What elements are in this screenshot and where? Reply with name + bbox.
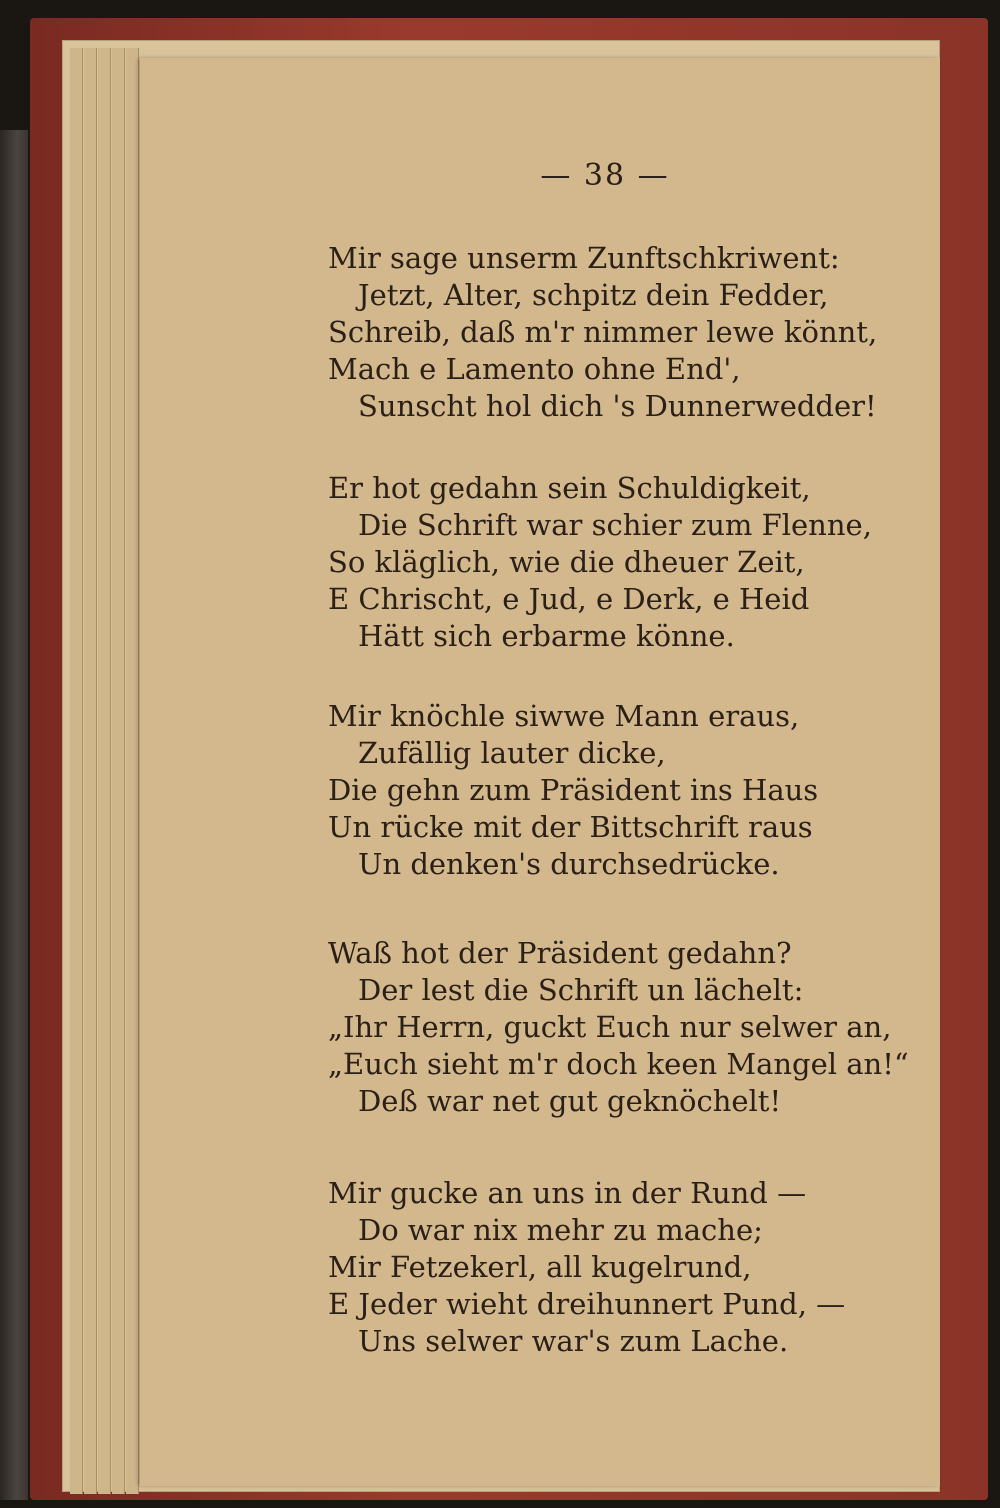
stanza [328,935,918,1120]
verse-line: E Jeder wieht dreihunnert Pund, — [328,1287,846,1321]
stanza [328,240,918,425]
verse-line: Hätt sich erbarme könne. [358,619,735,653]
verse-line: Die Schrift war schier zum Flenne, [358,508,872,542]
verse-line: E Chrischt, e Jud, e Derk, e Heid [328,582,810,616]
book-spine-edge [0,130,28,1500]
page-edge [84,48,97,1494]
stanza [328,470,918,655]
verse-line: So kläglich, wie die dheuer Zeit, [328,545,805,579]
verse-line: Sunscht hol dich 's Dunnerwedder! [358,389,877,423]
verse-line: Die gehn zum Präsident ins Haus [328,773,819,807]
verse-line: Mir gucke an uns in der Rund — [328,1176,807,1210]
verse-line: Mir sage unserm Zunftschkriwent: [328,241,840,275]
stanza [328,1175,918,1360]
page-edge [70,48,83,1494]
verse-line: Un denken's durchsedrücke. [358,847,780,881]
verse-line: Deß war net gut geknöchelt! [358,1084,782,1118]
page-number: — 38 — [540,158,670,193]
verse-line: Mir Fetzekerl, all kugelrund, [328,1250,752,1284]
verse-line: Jetzt, Alter, schpitz dein Fedder, [358,278,829,312]
verse-line: Waß hot der Präsident gedahn? [328,936,792,970]
page-edge [98,48,111,1494]
verse-line: Mir knöchle siwwe Mann eraus, [328,699,800,733]
verse-line: Zufällig lauter dicke, [358,736,666,770]
stanza [328,698,918,883]
verse-line: Do war nix mehr zu mache; [358,1213,763,1247]
verse-line: „Euch sieht m'r doch keen Mangel an!“ [328,1047,909,1081]
page-edge [112,48,125,1494]
verse-line: Schreib, daß m'r nimmer lewe könnt, [328,315,878,349]
verse-line: Un rücke mit der Bittschrift raus [328,810,813,844]
verse-line: Der lest die Schrift un lächelt: [358,973,804,1007]
verse-line: „Ihr Herrn, guckt Euch nur selwer an, [328,1010,892,1044]
verse-line: Er hot gedahn sein Schuldigkeit, [328,471,811,505]
verse-line: Uns selwer war's zum Lache. [358,1324,789,1358]
verse-line: Mach e Lamento ohne End', [328,352,741,386]
page-edge [126,48,139,1494]
